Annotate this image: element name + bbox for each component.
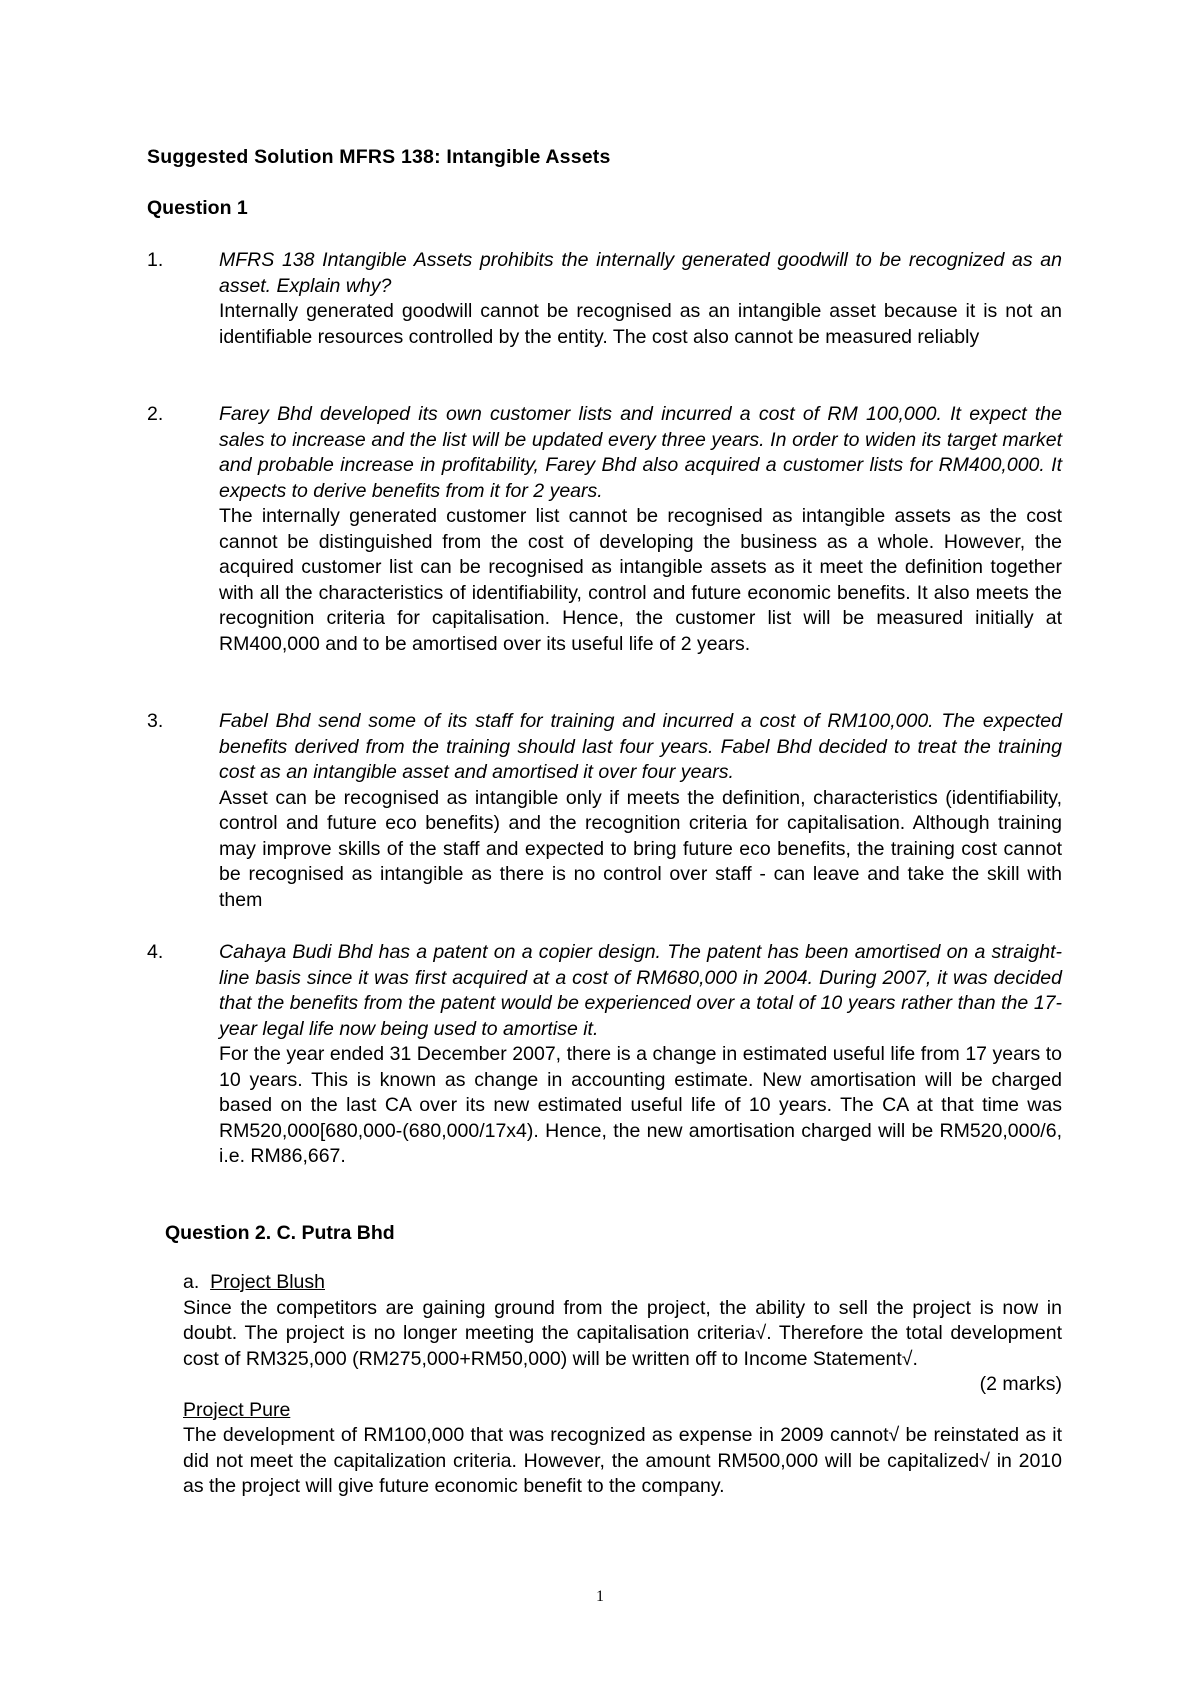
item-number: 2. xyxy=(147,403,164,425)
item-answer: Asset can be recognised as intangible only if meets the definition, characteristics (identifiability, control and future eco benefits) and the recognition criteria for capitalisation. Although training may improve skills of the staff and expected to bring future eco benefits, the training cost cannot be recognised as intangible as there is no control over staff - can leave and take the skill with them xyxy=(219,786,1062,911)
item-question: Fabel Bhd send some of its staff for training and incurred a cost of RM100,000. The expected benefits derived from the training should last four years. Fabel Bhd decided to treat the training cost as an intangible asset and amortised it over four years. xyxy=(219,710,1062,783)
page-number: 1 xyxy=(596,1588,604,1605)
question-1-item-4 xyxy=(147,940,1062,1170)
item-question: Farey Bhd developed its own customer lists and incurred a cost of RM 100,000. It expect the sales to increase and the list will be updated every three years. In order to widen its target market and probable increase in profitability, Farey Bhd also acquired a customer lists for RM400,000. It expects to derive benefits from it for 2 years. xyxy=(219,403,1062,502)
item-number: 4. xyxy=(147,941,164,963)
question-1-heading: Question 1 xyxy=(147,197,248,219)
question-2-heading: Question 2. C. Putra Bhd xyxy=(165,1222,395,1244)
project-blush-title: Project Blush xyxy=(210,1271,325,1293)
item-number: 3. xyxy=(147,710,164,732)
question-1-item-1 xyxy=(147,248,1062,350)
item-answer: Internally generated goodwill cannot be recognised as an intangible asset because it is not an identifiable resources controlled by the entity. The cost also cannot be measured reliably xyxy=(219,300,1062,348)
item-answer: For the year ended 31 December 2007, there is a change in estimated useful life from 17 years to 10 years. This is known as change in accounting estimate. New amortisation will be charged based on the last CA over its new estimated useful life of 10 years. The CA at that time was RM520,000[680,000-(680,000/17x4). Hence, the new amortisation charged will be RM520,000/6, i.e. RM86,667. xyxy=(219,1043,1062,1167)
sub-question-label: a. xyxy=(183,1271,200,1293)
item-question: MFRS 138 Intangible Assets prohibits the internally generated goodwill to be recognized as an asset. Explain why? xyxy=(219,249,1062,297)
marks-label: (2 marks) xyxy=(979,1373,1062,1395)
question-2-content xyxy=(183,1270,1062,1500)
project-pure-text: The development of RM100,000 that was recognized as expense in 2009 cannot√ be reinstated as it did not meet the capitalization criteria. However, the amount RM500,000 will be capitalized√ in 2010 as the project will give future economic benefit to the company. xyxy=(183,1424,1062,1497)
document-title: Suggested Solution MFRS 138: Intangible Assets xyxy=(147,146,611,168)
item-number: 1. xyxy=(147,249,164,271)
project-pure-title: Project Pure xyxy=(183,1398,291,1421)
sub-question-a xyxy=(183,1270,1062,1296)
question-1-item-3 xyxy=(147,709,1062,913)
item-question: Cahaya Budi Bhd has a patent on a copier design. The patent has been amortised on a straight-line basis since it was first acquired at a cost of RM680,000 in 2004. During 2007, it was decided that the benefits from the patent would be experienced over a total of 10 years rather than the 17-year legal life now being used to amortise it. xyxy=(219,941,1062,1040)
project-blush-text: Since the competitors are gaining ground from the project, the ability to sell the project is now in doubt. The project is no longer meeting the capitalisation criteria√. Therefore the total development cost of RM325,000 (RM275,000+RM50,000) will be written off to Income Statement√. xyxy=(183,1296,1062,1370)
item-answer: The internally generated customer list cannot be recognised as intangible assets as the cost cannot be distinguished from the cost of developing the business as a whole. However, the acquired customer list can be recognised as intangible assets as it meet the definition together with all the characteristics of identifiability, control and future economic benefits. It also meets the recognition criteria for capitalisation. Hence, the customer list will be measured initially at RM400,000 and to be amortised over its useful life of 2 years. xyxy=(219,505,1062,655)
question-1-item-2 xyxy=(147,402,1062,657)
